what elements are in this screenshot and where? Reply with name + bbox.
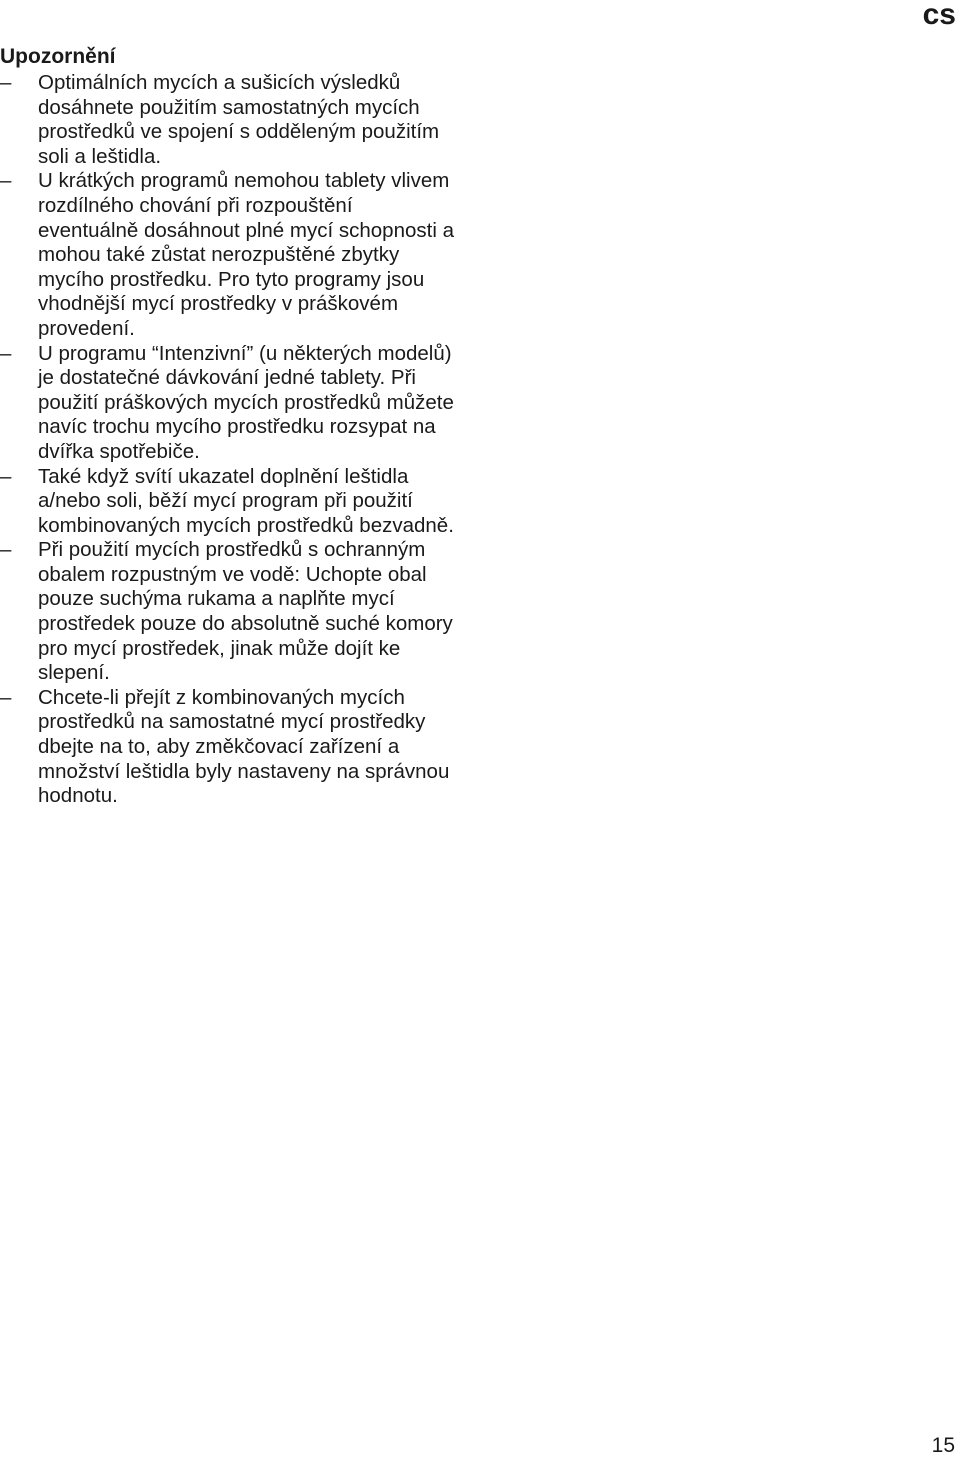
bullet-dash: – xyxy=(0,341,12,365)
list-item-text: Chcete-li přejít z kombinovaných mycích prostředků na samostatné mycí prostředky dbejte na to, aby změkčovací zařízení a množství leštidla byly nastaveny na správnou hodnotu. xyxy=(38,685,450,808)
bullet-dash: – xyxy=(0,464,12,488)
list-item xyxy=(0,686,458,809)
list-item xyxy=(0,538,458,686)
list-item-text: U programu “Intenzivní” (u některých modelů) je dostatečné dávkování jedné tablety. Při použití práškových mycích prostředků můžete navíc trochu mycího prostředku rozsypat na dvířka spotřebiče. xyxy=(38,341,454,463)
language-code: cs xyxy=(922,0,956,31)
notice-list xyxy=(0,71,470,809)
bullet-dash: – xyxy=(0,685,12,709)
notice-section xyxy=(0,43,470,809)
list-item xyxy=(0,71,458,169)
bullet-dash: – xyxy=(0,538,12,562)
list-item-text: U krátkých programů nemohou tablety vlivem rozdílného chování při rozpouštění eventuálně dosáhnout plné mycí schopnosti a mohou také zůstat nerozpuštěné zbytky mycího prostředku. Pro tyto programy jsou vhodnější mycí prostředky v práškovém provedení. xyxy=(38,169,454,340)
list-item xyxy=(0,465,458,539)
list-item-text: Také když svítí ukazatel doplnění leštidla a/nebo soli, běží mycí program při použití kombinovaných mycích prostředků bezvadně. xyxy=(38,464,454,537)
bullet-dash: – xyxy=(0,71,12,94)
list-item xyxy=(0,342,458,465)
page-number: 15 xyxy=(931,1434,955,1457)
list-item-text: Při použití mycích prostředků s ochranným obalem rozpustným ve vodě: Uchopte obal pouze suchýma rukama a naplňte mycí prostředek pouze do absolutně suché komory pro mycí prostředek, jinak může dojít ke slepení. xyxy=(38,538,453,685)
list-item xyxy=(0,169,458,341)
section-title: Upozornění xyxy=(0,45,116,68)
bullet-dash: – xyxy=(0,169,12,193)
list-item-text: Optimálních mycích a sušicích výsledků dosáhnete použitím samostatných mycích prostředků ve spojení s odděleným použitím soli a leštidla. xyxy=(38,71,440,168)
